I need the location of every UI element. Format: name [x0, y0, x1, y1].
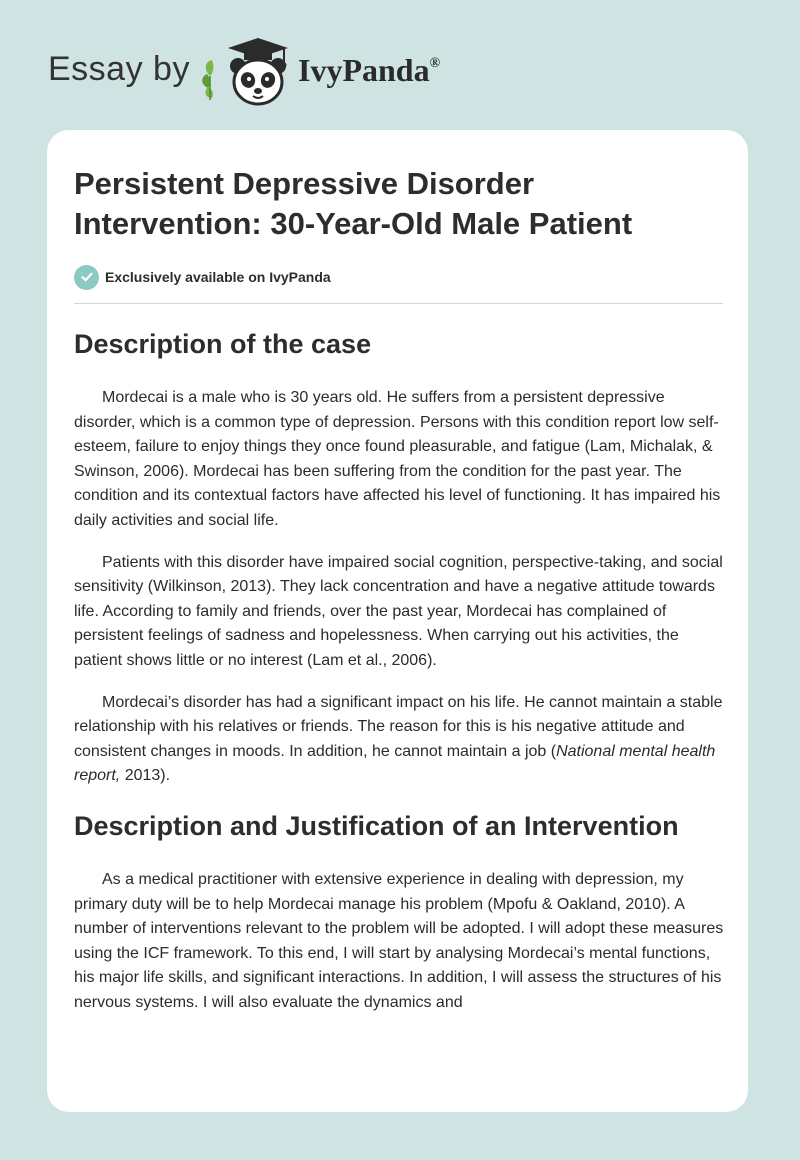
- paragraph: Mordecai is a male who is 30 years old. He suffers from a persistent depressive disorder, which is a common type of depression. Persons with this condition report low self-esteem, failure to enjoy things they once found pleasurable, and fatigue (Lam, Michalak, & Swinson, 2006). Mordecai has been suffering from the condition for the past year. The condition and its contextual factors have affected his level of functioning. It has impaired his daily activities and social life.: [74, 389, 721, 529]
- brand-prefix: Essay by: [48, 50, 190, 88]
- paragraph: Patients with this disorder have impaired social cognition, perspective-taking, and social sensitivity (Wilkinson, 2013). They lack concentration and have a negative attitude towards life. According to family and friends, over the past year, Mordecai has complained of persistent feelings of sadness and hopelessness. When carrying out his activities, the patient shows little or no interest (Lam et al., 2006).: [74, 553, 723, 669]
- section-heading-intervention: Description and Justification of an Intervention: [74, 810, 679, 841]
- brand-name: IvyPanda®: [298, 52, 441, 88]
- brand-header[interactable]: [48, 32, 508, 112]
- essay-content: [74, 164, 724, 1015]
- exclusive-badge: [74, 263, 724, 291]
- exclusive-badge-text: Exclusively available on IvyPanda: [105, 269, 331, 285]
- paragraph: As a medical practitioner with extensive experience in dealing with depression, my primary duty will be to help Mordecai manage his problem (Mpofu & Oakland, 2010). A number of interventions relevant to the problem will be adopted. I will adopt these measures using the ICF framework. To this end, I will start by analysing Mordecai’s mental functions, his major life skills, and significant interactions. In addition, I will assess the structures of his nervous systems. I will also evaluate the dynamics and: [74, 870, 724, 1011]
- divider: [74, 303, 723, 304]
- section-heading-case: Description of the case: [74, 329, 372, 359]
- check-circle-icon: [74, 265, 99, 290]
- citation-italic: National mental health report,: [74, 742, 716, 785]
- panda-graduate-icon: [200, 36, 296, 110]
- page-title: Persistent Depressive Disorder Intervention: 30-Year-Old Male Patient: [74, 166, 633, 241]
- essay-card: [47, 130, 748, 1112]
- paragraph: Mordecai’s disorder has had a significant impact on his life. He cannot maintain a stable relationship with his relatives or friends. The reason for this is his negative attitude and consistent changes in moods. In addition, he cannot maintain a job (National mental health report, 2013).: [74, 693, 723, 785]
